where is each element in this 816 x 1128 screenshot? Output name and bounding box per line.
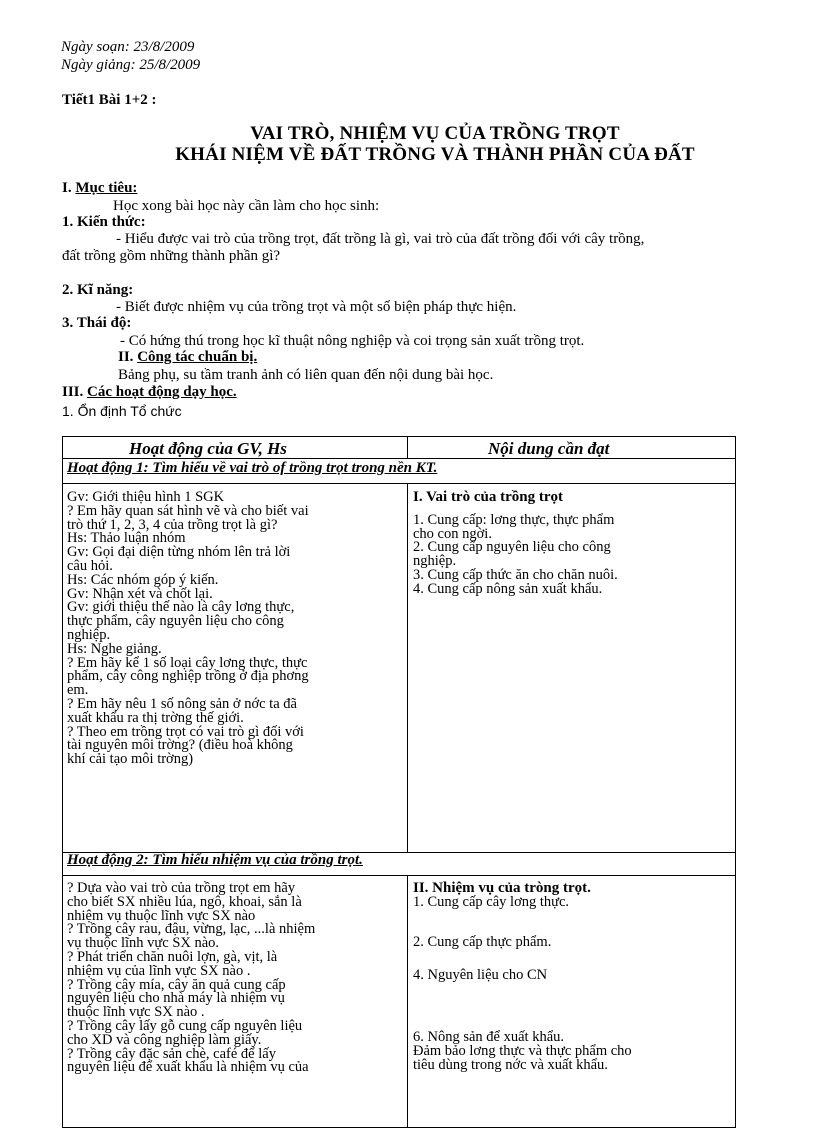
text-line: nguyên liệu cho nhà máy là nhiệm vụ <box>67 990 285 1007</box>
heading-attitude: 3. Thái độ: <box>62 315 132 331</box>
text-line: ? Dựa vào vai trò của trồng trọt em hãy <box>67 880 296 896</box>
preparation-line-1: Bảng phụ, su tầm tranh ảnh có liên quan đến nội dung bài học. <box>118 367 494 383</box>
text-line: nghiệp. <box>67 626 111 643</box>
content-heading-tasks: II. Nhiệm vụ của tròng trọt. <box>413 880 591 896</box>
text-line: em. <box>67 682 89 699</box>
text-line: nhiệm vụ của lĩnh vực SX nào . <box>67 962 251 979</box>
knowledge-line-2: đất trồng gồm những thành phần gì? <box>62 248 281 264</box>
column-header-teacher-student: Hoạt động của GV, Hs <box>129 439 287 458</box>
text-line: vụ thuộc lĩnh vực SX nào. <box>67 935 220 952</box>
text-line: thực phẩm, cây nguyên liệu cho công <box>67 613 284 630</box>
spacer <box>413 983 727 1031</box>
text-line: Gv: Giới thiệu hình 1 SGK <box>67 489 225 505</box>
title-line-1: VAI TRÒ, NHIỆM VỤ CỦA TRỒNG TRỌT <box>250 123 620 144</box>
date-taught: Ngày giảng: 25/8/2009 <box>61 57 201 73</box>
text-line: cho biết SX nhiều lúa, ngô, khoai, sắn là <box>67 893 302 910</box>
text-line: xuất khẩu ra thị trờng thế giới. <box>67 709 244 726</box>
table-divider-activity2 <box>407 876 408 1127</box>
text-line: cho XD và công nghiệp làm giấy. <box>67 1031 262 1048</box>
text-line: 4. Cung cấp nông sản xuất khẩu. <box>413 580 603 597</box>
column-header-content: Nội dung cần đạt <box>488 439 610 458</box>
objectives-intro: Học xong bài học này cần làm cho học sinh: <box>113 198 380 214</box>
text-line: ? Trồng cây đặc sản chè, café để lấy <box>67 1045 276 1062</box>
text-line: Hs: Thảo luận nhóm <box>67 530 186 547</box>
text-line: trò thứ 1, 2, 3, 4 của trồng trọt là gì? <box>67 516 278 533</box>
section-objectives <box>62 181 137 196</box>
text-line: nghiệp. <box>413 553 457 570</box>
spacer <box>413 949 727 969</box>
text-line: 2. Cung cấp nguyên liệu cho công <box>413 539 611 556</box>
activity-1-content <box>413 491 727 597</box>
text-line: 3. Cung cấp thức ăn cho chăn nuôi. <box>413 566 618 583</box>
text-line: ? Em hãy quan sát hình vẽ và cho biết vai <box>67 502 309 519</box>
heading-knowledge: 1. Kiến thức: <box>62 214 146 230</box>
text-line: ? Trồng cây rau, đậu, vừng, lạc, ...là nhiệm <box>67 921 316 938</box>
text-line: ? Trồng cây mía, cây ăn quả cung cấp <box>67 976 286 993</box>
text-line: 1. Cung cấp: lơng thực, thực phẩm <box>413 511 615 528</box>
text-line: 1. Cung cấp cây lơng thực. <box>413 893 570 910</box>
text-line: 6. Nông sản để xuất khẩu. <box>413 1029 565 1046</box>
text-line: ? Phát triển chăn nuôi lợn, gà, vịt, là <box>67 948 278 965</box>
text-line: Gv: giới thiệu thế nào là cây lơng thực, <box>67 599 295 616</box>
text-line: Đảm bảo lơng thực và thực phẩm cho <box>413 1042 632 1059</box>
content-heading-role: I. Vai trò của trồng trọt <box>413 489 563 505</box>
section-objectives-label: Mục tiêu: <box>75 180 138 196</box>
text-line: Hs: Các nhóm góp ý kiến. <box>67 571 219 588</box>
lesson-number: Tiết1 Bài 1+2 : <box>62 92 157 108</box>
text-line: nhiệm vụ thuộc lĩnh vực SX nào <box>67 907 256 924</box>
text-line: ? Trồng cây lấy gỗ cung cấp nguyên liệu <box>67 1017 303 1034</box>
skills-line-1: - Biết được nhiệm vụ của trồng trọt và một số biện pháp thực hiện. <box>116 299 517 315</box>
stabilize-class: 1. Ổn định Tổ chức <box>62 403 182 419</box>
text-line: ? Theo em trồng trọt có vai trò gì đối với <box>67 723 304 740</box>
activity-2-content <box>413 882 727 1073</box>
spacer <box>413 910 727 936</box>
knowledge-line-1: - Hiểu được vai trò của trồng trọt, đất trồng là gì, vai trò của đất trồng đối với cây trồng, <box>116 231 645 247</box>
text-line: Gv: Nhận xét và chốt lại. <box>67 585 213 602</box>
heading-skills: 2. Kĩ năng: <box>62 282 134 298</box>
activities-table <box>62 436 736 1128</box>
text-line: ? Em hãy kể 1 số loại cây lơng thực, thực <box>67 654 308 671</box>
title-line-2: KHÁI NIỆM VỀ ĐẤT TRỒNG VÀ THÀNH PHẦN CỦA ĐẤT <box>175 144 695 165</box>
text-line: phẩm, cây công nghiệp trồng ở địa phơng <box>67 668 309 685</box>
text-line: ? Em hãy nêu 1 số nông sản ở nớc ta đã <box>67 695 297 712</box>
section-activities <box>62 385 237 400</box>
table-divider-activity1 <box>407 484 408 852</box>
row-separator <box>63 875 735 876</box>
section-preparation <box>118 350 257 365</box>
text-line: câu hỏi. <box>67 557 113 574</box>
text-line: tài nguyên môi trờng? (điều hoà không <box>67 737 293 754</box>
attitude-line-1: - Có hứng thú trong học kĩ thuật nông nghiệp và coi trọng sản xuất trồng trọt. <box>120 333 585 349</box>
text-line: 2. Cung cấp thực phẩm. <box>413 933 552 950</box>
text-line: Hs: Nghe giảng. <box>67 640 162 657</box>
table-divider-header <box>407 437 408 458</box>
section-preparation-label: Công tác chuẩn bị. <box>137 349 258 365</box>
activity-1-teacher-student <box>67 491 401 767</box>
row-separator <box>63 458 735 459</box>
text-line: khí cải tạo môi trờng) <box>67 751 194 768</box>
activity-2-teacher-student <box>67 882 401 1075</box>
section-activities-number: III. <box>62 384 84 400</box>
text-line: tiêu dùng trong nớc và xuất khẩu. <box>413 1056 608 1073</box>
text-line: 4. Nguyên liệu cho CN <box>413 967 548 984</box>
section-objectives-number: I. <box>62 180 72 196</box>
text-line: thuộc lĩnh vực SX nào . <box>67 1004 205 1021</box>
section-preparation-number: II. <box>118 349 134 365</box>
activity-2-heading: Hoạt động 2: Tìm hiểu nhiệm vụ của trồng trọt. <box>67 852 363 868</box>
row-separator <box>63 483 735 484</box>
section-activities-label: Các hoạt động dạy học. <box>87 384 237 400</box>
date-prepared: Ngày soạn: 23/8/2009 <box>61 39 195 55</box>
activity-1-heading: Hoạt động 1: Tìm hiểu về vai trò of trồng trọt trong nền KT. <box>67 460 438 476</box>
text-line: Gv: Gọi đại diện từng nhóm lên trả lời <box>67 544 291 561</box>
text-line: cho con ngời. <box>413 525 492 542</box>
text-line: nguyên liệu để xuất khẩu là nhiệm vụ của <box>67 1059 309 1076</box>
